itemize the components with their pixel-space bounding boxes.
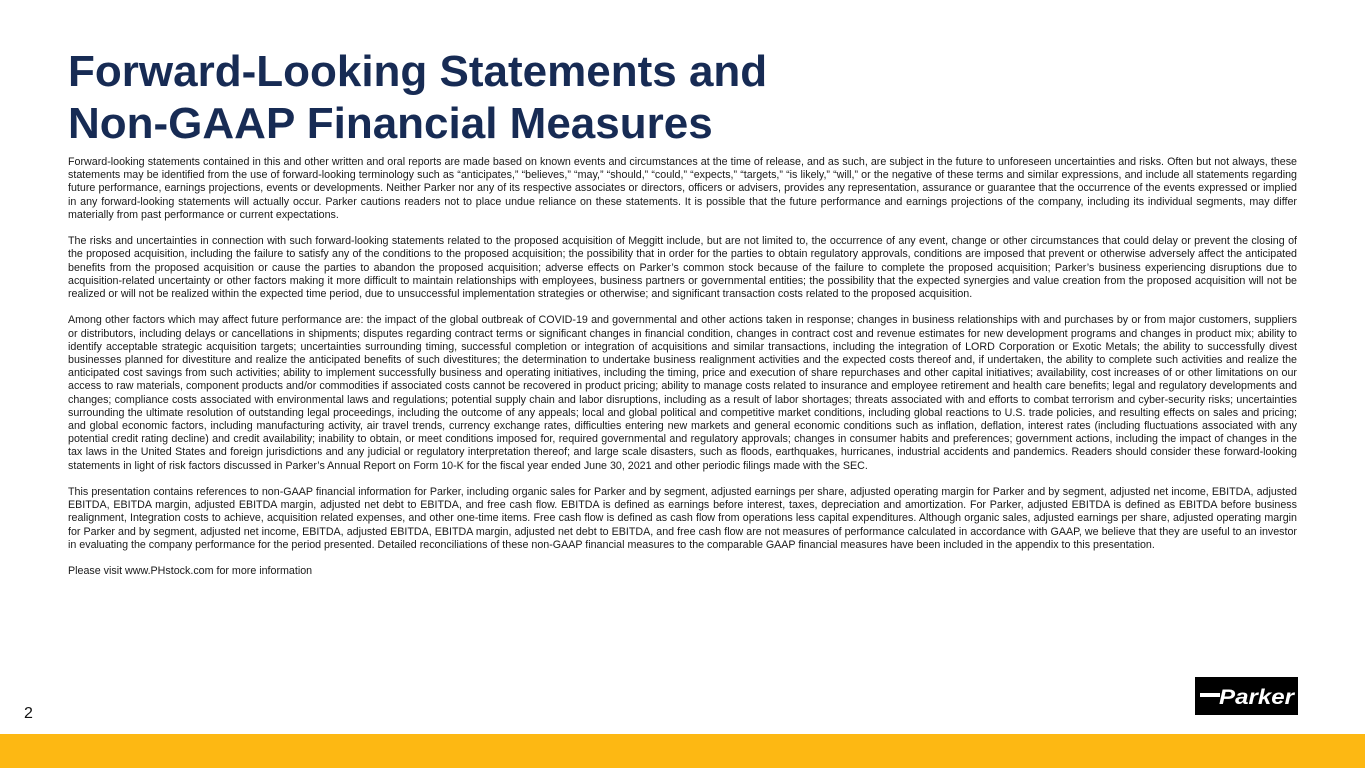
page-title — [68, 46, 1068, 150]
disclaimer-body — [68, 156, 1297, 578]
paragraph-forward-looking: Forward-looking statements contained in this and other written and oral reports are made based on known events and circumstances at the time of release, and as such, are subject in the future to unforeseen uncertainties and risks. Often but not always, these statements may be identified from the use of forward-looking terminology such as “anticipates,” “believes,” “may,” “should,” “could,” “expects,” “targets,” “is likely,” “will,” or the negative of these terms and similar expressions, and include all statements regarding future performance, earnings projections, events or developments. Neither Parker nor any of its respective associates or directors, officers or advisers, provides any representation, assurance or guarantee that the occurrence of the events expressed or implied in any forward-looking statements will actually occur. Parker cautions readers not to place undue reliance on these statements. It is possible that the future performance and earnings projections of the company, including its individual segments, may differ materially from past performance or current expectations. — [68, 156, 1297, 221]
paragraph-other-factors: Among other factors which may affect future performance are: the impact of the global outbreak of COVID-19 and governmental and other actions taken in response; changes in business relationships with and purchases by or from major customers, suppliers or distributors, including delays or cancellations in shipments; disputes regarding contract terms or significant changes in financial condition, changes in contract cost and revenue estimates for new development programs and changes in product mix; ability to identify acceptable strategic acquisition targets; uncertainties surrounding timing, successful completion or integration of acquisitions and similar transactions, including the integration of LORD Corporation or Exotic Metals; the ability to successfully divest businesses planned for divestiture and realize the anticipated benefits of such divestitures; the determination to undertake business realignment activities and the expected costs thereof and, if undertaken, the ability to complete such activities and realize the anticipated cost savings from such activities; ability to implement successfully business and operating initiatives, including the timing, price and execution of share repurchases and other capital initiatives; availability, cost increases of or other limitations on our access to raw materials, component products and/or commodities if associated costs cannot be recovered in product pricing; ability to manage costs related to insurance and employee retirement and health care benefits; legal and regulatory developments and changes; compliance costs associated with environmental laws and regulations; potential supply chain and labor disruptions, including as a result of labor shortages; threats associated with and efforts to combat terrorism and cyber-security risks; uncertainties surrounding the ultimate resolution of outstanding legal proceedings, including the outcome of any appeals; local and global political and competitive market conditions, including global reactions to U.S. trade policies, and resulting effects on sales and pricing; and global economic factors, including manufacturing activity, air travel trends, currency exchange rates, difficulties entering new markets and general economic conditions such as inflation, deflation, interest rates (including fluctuations associated with any potential credit rating decline) and credit availability; inability to obtain, or meet conditions imposed for, required governmental and regulatory approvals; changes in consumer habits and preferences; government actions, including the impact of changes in the tax laws in the United States and foreign jurisdictions and any judicial or regulatory interpretation thereof; and large scale disasters, such as floods, earthquakes, hurricanes, industrial accidents and pandemics. Readers should consider these forward-looking statements in light of risk factors discussed in Parker’s Annual Report on Form 10-K for the fiscal year ended June 30, 2021 and other periodic filings made with the SEC. — [68, 314, 1297, 472]
paragraph-non-gaap: This presentation contains references to non-GAAP financial information for Parker, including organic sales for Parker and by segment, adjusted earnings per share, adjusted operating margin for Parker and by segment, adjusted net income, EBITDA, adjusted EBITDA, EBITDA margin, adjusted EBITDA margin, adjusted net debt to EBITDA, and free cash flow. EBITDA is defined as earnings before interest, taxes, depreciation and amortization. For Parker, adjusted EBITDA is defined as EBITDA before business realignment, Integration costs to achieve, acquisition related expenses, and other one-time items. Free cash flow is defined as cash flow from operations less capital expenditures. Although organic sales, adjusted earnings per share, adjusted operating margin for Parker and by segment, adjusted net income, EBITDA, adjusted EBITDA, EBITDA margin, adjusted net debt to EBITDA, and free cash flow are not measures of performance calculated in accordance with GAAP, we believe that they are useful to an investor in evaluating the company performance for the period presented. Detailed reconciliations of these non-GAAP financial measures to the comparable GAAP financial measures have been included in the appendix to this presentation. — [68, 486, 1297, 551]
paragraph-visit-website: Please visit www.PHstock.com for more information — [68, 565, 313, 578]
footer-bar — [0, 734, 1365, 768]
parker-logo-text: Parker — [1219, 686, 1297, 709]
paragraph-meggitt-risks: The risks and uncertainties in connection with such forward-looking statements related to the proposed acquisition of Meggitt include, but are not limited to, the occurrence of any event, change or other circumstances that could delay or prevent the closing of the proposed acquisition, including the failure to satisfy any of the conditions to the proposed acquisition; the possibility that in order for the parties to obtain regulatory approvals, conditions are imposed that prevent or otherwise adversely affect the anticipated benefits from the proposed acquisition or cause the parties to abandon the proposed acquisition; adverse effects on Parker’s common stock because of the failure to complete the proposed acquisition; Parker’s business experiencing disruptions due to acquisition-related uncertainty or other factors making it more difficult to maintain relationships with employees, business partners or governmental entities; the possibility that the expected synergies and value creation from the proposed acquisition will not be realized or will not be realized within the expected time period, due to unsuccessful implementation strategies or otherwise; and significant transaction costs related to the proposed acquisition. — [68, 235, 1297, 301]
page-number: 2 — [24, 705, 33, 722]
page-title-line-2: Non-GAAP Financial Measures — [68, 99, 713, 148]
parker-logo-icon — [1195, 677, 1298, 715]
page-title-line-1: Forward-Looking Statements and — [68, 47, 768, 96]
